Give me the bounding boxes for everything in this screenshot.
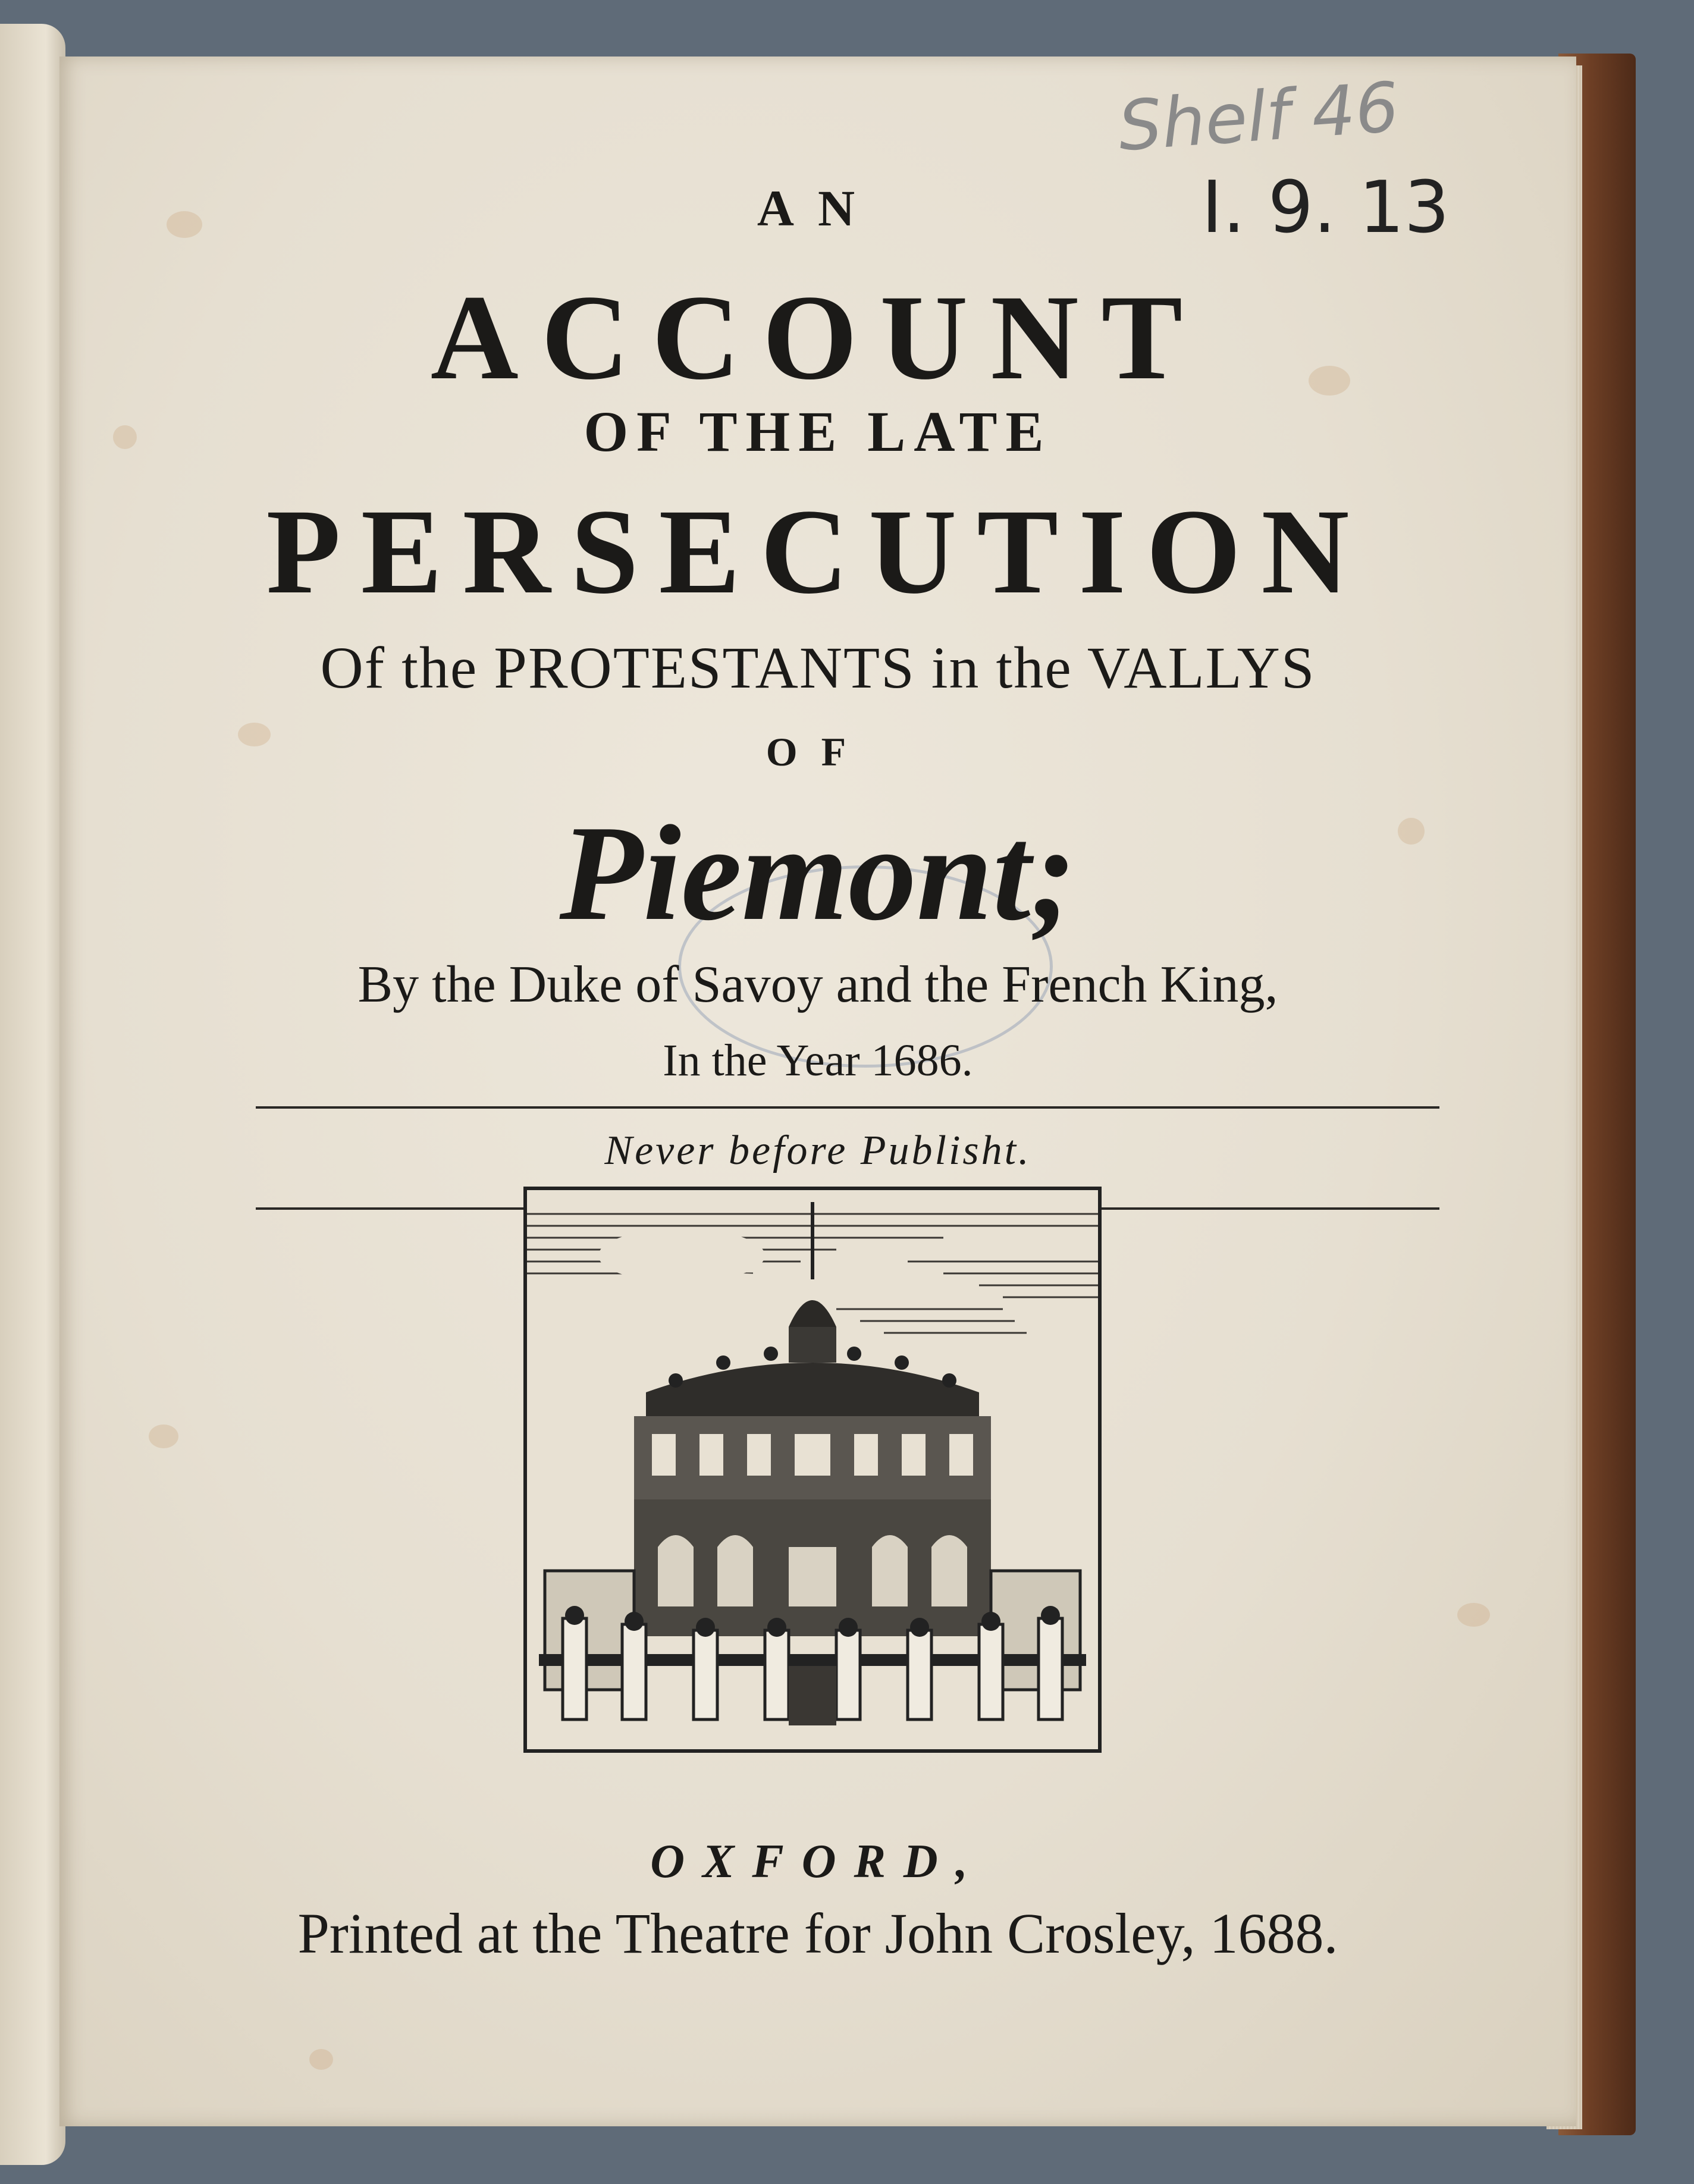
title-duke-line: By the Duke of Savoy and the French King,	[357, 956, 1278, 1013]
handwritten-call-number: I. 9. 13	[1202, 167, 1450, 249]
facing-page	[0, 24, 65, 2165]
title-of: OF	[766, 729, 870, 774]
imprint-oxford: OXFORD,	[650, 1835, 986, 1888]
title-of-the-late: OF THE LATE	[584, 400, 1052, 463]
title-persecution: PERSECUTION	[266, 484, 1370, 619]
foxing-spot	[309, 2049, 333, 2070]
woodcut-illustration	[523, 1187, 1102, 1753]
foxing-spot	[149, 1424, 178, 1448]
title-account: ACCOUNT	[430, 270, 1206, 405]
imprint-printed-line: Printed at the Theatre for John Crosley, 1688.	[297, 1901, 1338, 1965]
handwritten-shelf-mark: Shelf 46	[1115, 67, 1402, 167]
title-year-line: In the Year 1686.	[663, 1035, 973, 1085]
never-published-note: Never before Publisht.	[604, 1128, 1031, 1173]
title-protestants-line: Of the PROTESTANTS in the VALLYS	[320, 635, 1316, 701]
sheldonian-theatre-woodcut	[527, 1190, 1098, 1749]
foxing-spot	[1457, 1603, 1490, 1627]
title-page	[59, 57, 1576, 2126]
rule-above-note	[256, 1106, 1439, 1109]
title-an: AN	[757, 180, 879, 237]
title-piemont: Piemont;	[559, 797, 1077, 949]
